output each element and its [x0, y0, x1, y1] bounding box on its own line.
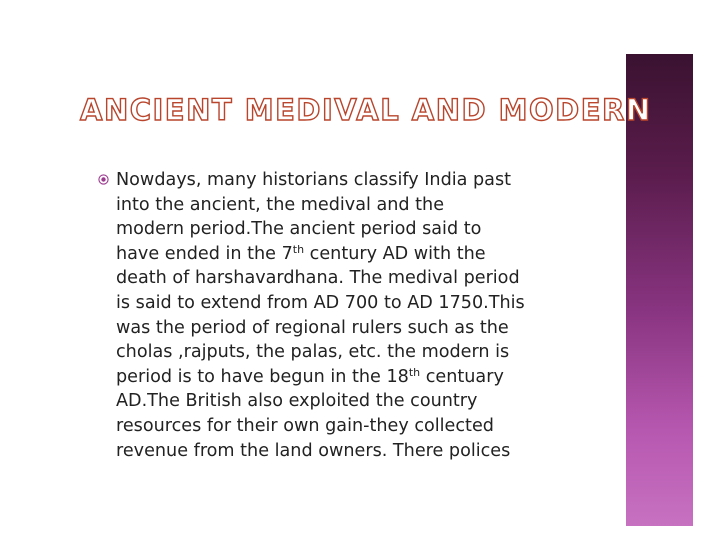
- body-line: resources for their own gain-they collected: [116, 415, 494, 436]
- body-line: is said to extend from AD 700 to AD 1750.This: [116, 292, 525, 313]
- body-text: period is to have begun in the 18: [116, 366, 409, 387]
- superscript: th: [292, 242, 305, 256]
- slide-content: [98, 168, 598, 463]
- body-text: century AD with the: [304, 243, 486, 264]
- body-line: cholas ,rajputs, the palas, etc. the modern is: [116, 342, 510, 363]
- body-line: revenue from the land owners. There polices: [116, 440, 511, 461]
- superscript: th: [408, 365, 421, 379]
- body-line: [116, 365, 598, 390]
- body-line: into the ancient, the medival and the: [116, 194, 445, 215]
- body-line: [116, 242, 598, 267]
- circled-dot-bullet-icon: [98, 174, 109, 185]
- body-line: Nowdays, many historians classify India past: [116, 170, 512, 190]
- body-line: AD.The British also exploited the country: [116, 391, 478, 412]
- body-line: modern period.The ancient period said to: [116, 219, 482, 240]
- body-text: have ended in the 7: [116, 243, 293, 264]
- body-line: death of harshavardhana. The medival period: [116, 268, 520, 289]
- body-line: was the period of regional rulers such as the: [116, 317, 509, 338]
- bullet-item: [98, 168, 598, 463]
- slide-title: ANCIENT MEDIVAL AND MODERN: [80, 93, 652, 127]
- body-text: centuary: [420, 366, 504, 387]
